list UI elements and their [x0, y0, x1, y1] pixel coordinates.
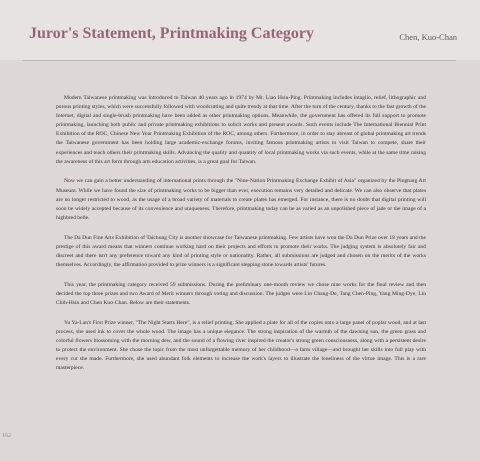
paragraph-da-dun: The Da Dun Fine Arts Exhibition of Taichung City is another showcase for Taiwanese printmaking. Few artists have won the Da Dun Prize over 18 years and the prestige of this award means that winners continue working hard on their projects and efforts to promote their works. The judging system is absolutely fair and discreet and there isn't any preference toward any kind of printing style or nationality. Rather, all submissions are judged and chosen on the merits of the works themselves. Accordingly, the affirmation provided to prize winners is a significant stepping stone towards artists' futures.: [56, 234, 426, 268]
page-title: Juror's Statement, Printmaking Category: [29, 25, 314, 42]
author-name: Chen, Kuo-Chan: [399, 32, 457, 42]
paragraph-first-prize: Yu Ya-Lan's First Prize winner, "The Night Starts Here", is a relief printing. She applied a plate for all of the copies onto a large panel of poplar wood, and at last process, she used ink to cover the whole wood. The image has a unique elegance. The strong inspiration of the warmth of the dawning sun, the green grass and colorful flowers blossoming with the morning dew, and the sound of a flowing river inspired the creator's strong green consciousness, along with a persistent desire to protect the environment. She chose the topic from the most unforgettable memory of her childhood—a farm village—and brought her skills into full play with every cut she made. Furthermore, she used abundant folk elements to increase the work's layers to illustrate the loneliness of the virtue image. This is a rare masterpiece.: [56, 319, 426, 372]
paragraph-international: Now we can gain a better understanding of international prints through the "Nine-Nation Printmaking Exchange Exhibit of Asia" organized by the Pingtung Art Museum. While we have found the size of printmaking works to be bigger than ever, execution remains very detailed and delicate. We can also observe that plates are no longer restricted to wood, as the usage of a broad variety of materials to create plates has emerged. For instance, there is no doubt that digital printing will soon be widely accepted because of its convenience and uniqueness. Therefore, printmaking today can be as varied as an unpolished piece of jade or the image of a highbred belle.: [56, 178, 426, 221]
page-header: [0, 0, 480, 60]
paragraph-intro: Modern Taiwanese printmaking was introduced to Taiwan 40 years ago in 1974 by Mr. Liao Hsiu-Ping. Printmaking includes intaglio, relief, lithographic and porous printing styles, which were successfully followed with woodcutting and quite trendy at that time. After the turn of the century, thanks to the fast growth of the Internet, digital and single-brush printmaking have been added as other printmaking options. Meanwhile, the government has offered its full support to promote printmaking, launching both public and private printmaking exhibitions to solicit works and present awards. Such events include The International Biennial Print Exhibition of the ROC, Chinese New Year Printmaking Exhibition of the ROC, among others. Furthermore, in order to stay abreast of global printmaking art trends the Taiwanese government has been holding large academic-exchange forums, inviting famous printmaking artists to visit Taiwan to compete, share their experiences and teach others their printmaking skills. Advancing the quality and quantity of local printmaking works via such events, while at the same time raising the awareness of this art form through arts education activities, is a great goal for Taiwan.: [56, 95, 426, 165]
paragraph-submissions: This year, the printmaking category received 59 submissions. During the preliminary one-month review we chose nine works for the final review and then decided the top three prizes and two Award of Merit winners through voting and discussion. The judges were Lin Chang-De, Tang Chen-Ping, Yang Ming-Dye, Lin Chih-Hsin and Chen Kuo-Chan. Below are their statements.: [56, 281, 426, 306]
article-body: [56, 94, 426, 384]
page-number: 162: [2, 433, 11, 439]
header-divider: [23, 60, 456, 61]
